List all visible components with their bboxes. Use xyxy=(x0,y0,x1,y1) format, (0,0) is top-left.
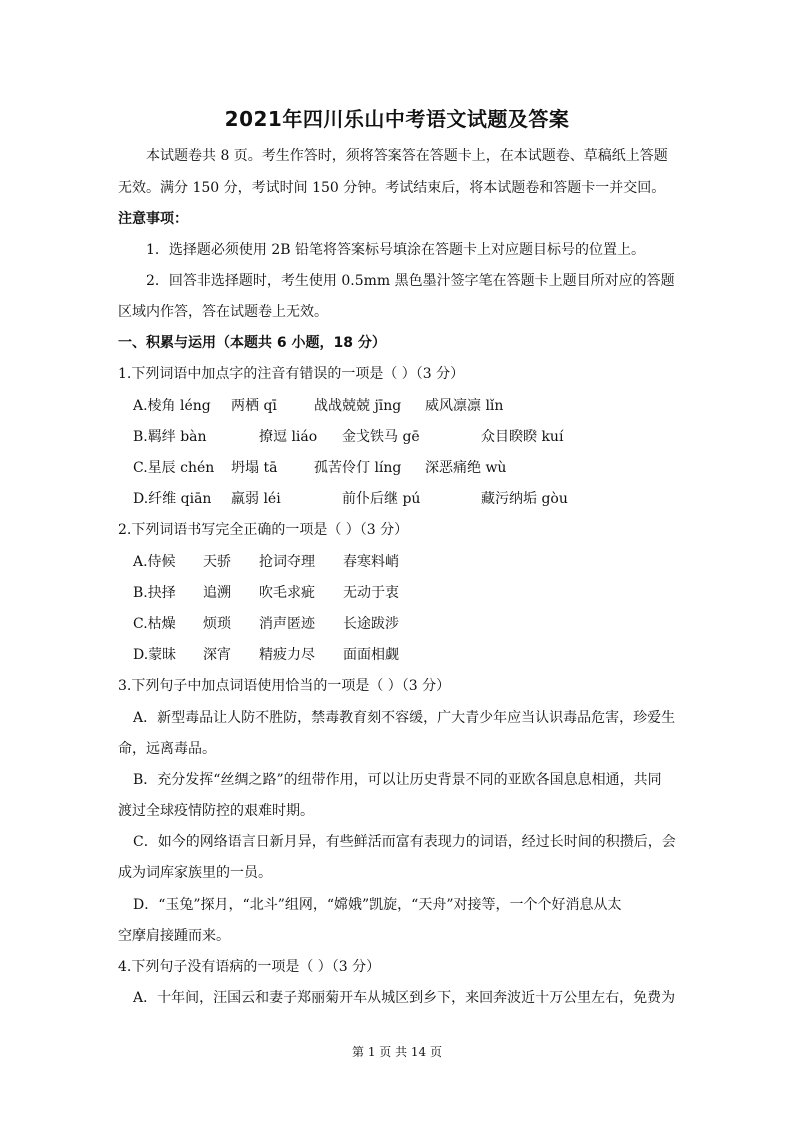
option-cell: 追溯 xyxy=(203,585,231,601)
option-cell: C.星辰 chén xyxy=(133,460,215,476)
option-cell: 战战兢兢 jīng xyxy=(314,398,402,414)
option-cell: B.抉择 xyxy=(133,585,176,601)
question-2-stem: 2.下列词语书写完全正确的一项是（ ）（3 分） xyxy=(118,522,409,538)
option-cell: 长途跋涉 xyxy=(343,616,399,632)
option-cell: 撩逗 liáo xyxy=(259,429,318,445)
question-3-option-c-line-1: C．如今的网络语言日新月异，有些鲜活而富有表现力的词语，经过长时间的积攒后，会 xyxy=(133,834,676,850)
option-cell: 深恶痛绝 wù xyxy=(425,460,507,476)
option-cell: 前仆后继 pú xyxy=(342,491,421,507)
option-cell: 春寒料峭 xyxy=(343,554,399,570)
option-cell: A.侍候 xyxy=(133,554,176,570)
question-3-option-a-line-2: 命，远离毒品。 xyxy=(118,741,216,757)
option-cell: 孤苦伶仃 líng xyxy=(314,460,402,476)
option-cell: 深宵 xyxy=(203,647,231,663)
question-3-option-c-line-2: 成为词库家族里的一员。 xyxy=(118,865,272,881)
option-cell: 金戈铁马 gē xyxy=(342,429,420,445)
option-cell: C.枯燥 xyxy=(133,616,176,632)
option-cell: D.纤维 qiān xyxy=(133,491,212,507)
question-4-stem: 4.下列句子没有语病的一项是（ ）（3 分） xyxy=(118,959,381,975)
option-cell: 众目睽睽 kuí xyxy=(481,429,564,445)
option-cell: 天骄 xyxy=(203,554,231,570)
intro-line-2: 无效。满分 150 分，考试时间 150 分钟。考试结束后，将本试题卷和答题卡一并交回。 xyxy=(118,180,666,196)
option-cell: 两栖 qī xyxy=(231,398,277,414)
option-cell: 羸弱 léi xyxy=(231,491,281,507)
notice-item-1: 1．选择题必须使用 2B 铅笔将答案标号填涂在答题卡上对应题目标号的位置上。 xyxy=(146,242,646,258)
option-cell: 抢词夺理 xyxy=(259,554,315,570)
page-footer: 第 1 页 共 14 页 xyxy=(352,1045,442,1059)
option-cell: 精疲力尽 xyxy=(259,647,315,663)
page-title: 2021年四川乐山中考语文试题及答案 xyxy=(224,107,570,131)
question-4-option-a-line-1: A．十年间，汪国云和妻子郑丽菊开车从城区到乡下，来回奔波近十万公里左右，免费为 xyxy=(133,990,676,1006)
option-cell: 消声匿迹 xyxy=(259,616,315,632)
question-3-stem: 3.下列句子中加点词语使用恰当的一项是（ ）（3 分） xyxy=(118,678,451,694)
option-cell: 吹毛求疵 xyxy=(259,585,315,601)
option-cell: 面面相觑 xyxy=(343,647,399,663)
notice-item-2-line-2: 区域内作答，答在试题卷上无效。 xyxy=(118,304,328,320)
notice-item-2-line-1: 2．回答非选择题时，考生使用 0.5mm 黑色墨汁签字笔在答题卡上题目所对应的答题 xyxy=(146,273,675,289)
question-3-option-d-line-1: D．“玉兔”探月，“北斗”组网，“嫦娥”凯旋，“天舟”对接等，一个个好消息从太 xyxy=(133,897,622,913)
question-3-option-a-line-1: A．新型毒品让人防不胜防，禁毒教育刻不容缓，广大青少年应当认识毒品危害，珍爱生 xyxy=(133,710,676,726)
question-3-option-d-line-2: 空摩肩接踵而来。 xyxy=(118,928,230,944)
option-cell: 无动于衷 xyxy=(343,585,399,601)
question-3-option-b-line-1: B．充分发挥“丝绸之路”的纽带作用，可以让历史背景不同的亚欧各国息息相通，共同 xyxy=(133,772,662,788)
section-heading: 一、积累与运用（本题共 6 小题，18 分） xyxy=(118,335,386,351)
intro-line-1: 本试题卷共 8 页。考生作答时，须将答案答在答题卡上，在本试题卷、草稿纸上答题 xyxy=(146,148,668,164)
option-cell: 威风凛凛 lǐn xyxy=(425,398,504,414)
question-3-option-b-line-2: 渡过全球疫情防控的艰难时期。 xyxy=(118,803,314,819)
option-cell: B.羁绊 bàn xyxy=(133,429,207,445)
option-cell: 坍塌 tā xyxy=(231,460,278,476)
option-cell: A.棱角 léng xyxy=(133,398,211,414)
option-cell: D.蒙昧 xyxy=(133,647,177,663)
option-cell: 藏污纳垢 gòu xyxy=(481,491,568,507)
question-1-stem: 1.下列词语中加点字的注音有错误的一项是（ ）（3 分） xyxy=(118,366,465,382)
notice-heading: 注意事项： xyxy=(118,211,188,227)
option-cell: 烦琐 xyxy=(203,616,231,632)
